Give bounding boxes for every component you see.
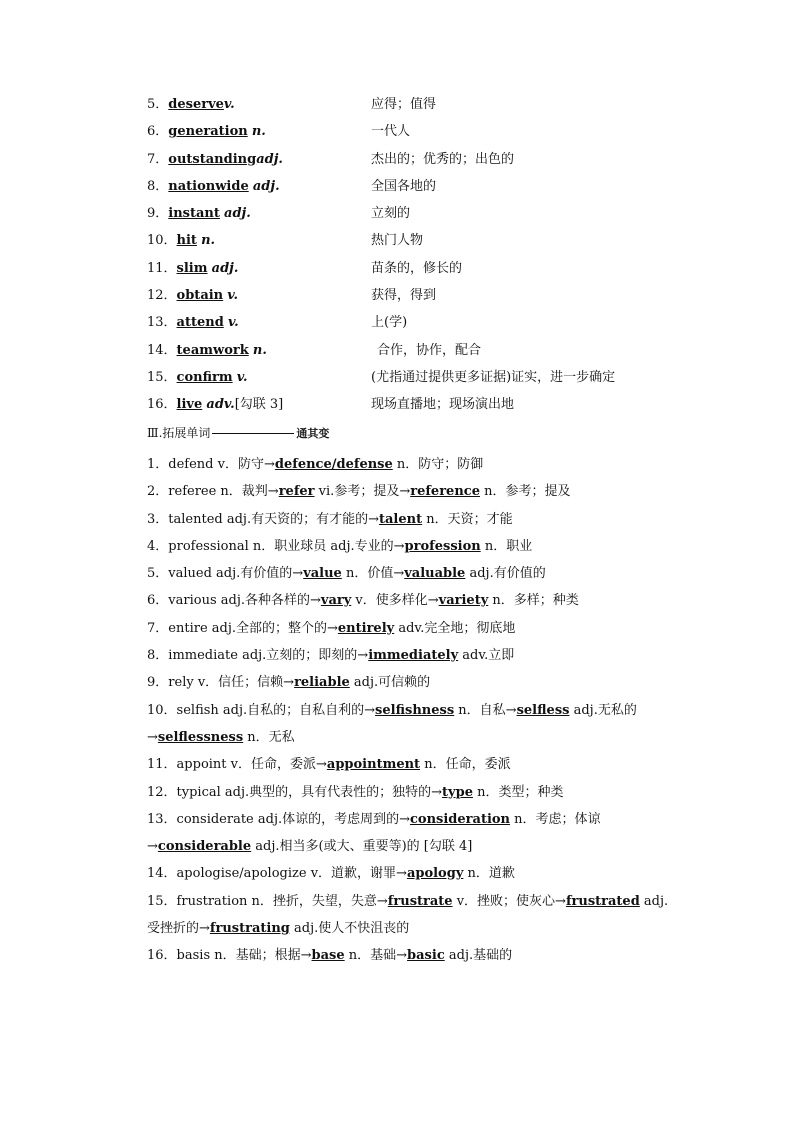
word-text: selfish adj.自私的；自私自利的→ [176, 702, 376, 718]
answer-word: frustrated [565, 893, 640, 909]
part-of-speech: adj. [256, 151, 283, 167]
item-number: 16． [147, 397, 177, 413]
answer-word: deserve [168, 97, 224, 112]
chinese-meaning: 现场直播地；现场演出地 [371, 397, 515, 413]
extended-row [120, 451, 680, 478]
answer-word: selfishness [375, 702, 455, 718]
answer-word: immediately [368, 648, 459, 664]
word-text: vi.参考；提及→ [314, 484, 411, 500]
chinese-meaning: 应得；值得 [371, 97, 437, 112]
answer-word: frustrating [209, 921, 290, 937]
part-of-speech: n. [201, 233, 216, 249]
item-number: 5． [147, 97, 169, 112]
vocab-row [147, 396, 707, 423]
word-text: n．自私→ [454, 702, 517, 718]
item-number: 6． [147, 124, 169, 140]
item-number: 7． [147, 620, 169, 636]
extended-row [120, 860, 680, 887]
item-number: 2． [147, 484, 169, 500]
vocab-row [147, 151, 707, 178]
word-text: n．参考；提及 [479, 484, 571, 500]
item-number: 4． [147, 538, 169, 554]
vocab-row [147, 314, 707, 341]
word-text: typical adj.典型的，具有代表性的；独特的→ [176, 784, 443, 800]
part-of-speech: adj. [252, 178, 280, 194]
word-text: adj.使人不快沮丧的 [289, 921, 410, 937]
word-text: n．任命，委派 [420, 757, 511, 773]
word-text: n．道歉 [463, 866, 515, 882]
header-divider [212, 433, 294, 434]
word-text: adj.有价值的 [465, 566, 546, 582]
item-number: 3． [147, 511, 169, 527]
item-number: 14． [147, 342, 177, 358]
part-of-speech: v. [227, 288, 239, 304]
part-of-speech: n. [252, 342, 267, 358]
answer-word: reliable [294, 675, 350, 691]
word-text: immediate adj.立刻的；即刻的→ [168, 648, 369, 664]
part-of-speech: v. [227, 315, 239, 331]
answer-word: consideration [410, 811, 511, 827]
word-text: n．职业 [480, 538, 533, 554]
answer-word: selflessness [157, 729, 244, 745]
chinese-meaning: 获得，得到 [371, 288, 437, 304]
section-tag: 通其变 [296, 427, 330, 440]
item-number: 13． [147, 811, 177, 827]
item-number: 9． [147, 206, 169, 222]
item-number: 16． [147, 948, 177, 964]
answer-word: outstanding [168, 151, 257, 167]
extended-word-list [120, 451, 680, 970]
part-of-speech: v. [236, 369, 248, 385]
answer-word: obtain [176, 288, 224, 304]
word-text: frustration n．挫折，失望，失意→ [176, 893, 388, 909]
part-of-speech: adv. [206, 397, 235, 413]
answer-word: reference [410, 484, 480, 500]
vocab-row [147, 205, 707, 232]
section-header [147, 424, 329, 441]
word-text: rely v．信任；信赖→ [168, 675, 295, 691]
link-note: [勾联 3] [234, 397, 284, 413]
answer-word: base [311, 948, 345, 964]
answer-word: variety [438, 593, 489, 609]
item-number: 15． [147, 369, 177, 385]
item-number: 8． [147, 178, 169, 194]
extended-row [120, 888, 680, 943]
word-text: adj.可信赖的 [349, 675, 431, 691]
chinese-meaning: 一代人 [371, 124, 411, 140]
word-text: n．考虑；体谅→ [147, 811, 601, 855]
word-text: various adj.各种各样的→ [168, 593, 321, 609]
answer-word: attend [176, 315, 224, 331]
answer-word: considerable [157, 839, 252, 855]
word-text: n．基础→ [344, 948, 408, 964]
extended-row [120, 669, 680, 696]
word-text: defend v．防守→ [168, 457, 275, 472]
word-text: considerate adj.体谅的，考虑周到的→ [176, 811, 411, 827]
answer-word: confirm [176, 369, 233, 385]
word-text: n．无私 [243, 729, 295, 745]
word-text: talented adj.有天资的；有才能的→ [168, 511, 379, 527]
extended-row [120, 806, 680, 861]
word-text: professional n．职业球员 adj.专业的→ [168, 538, 405, 554]
part-of-speech: v. [223, 97, 235, 112]
extended-row [120, 942, 680, 969]
word-text: entire adj.全部的；整个的→ [168, 620, 338, 636]
answer-word: defence/defense [274, 457, 393, 472]
word-text: adj.无私的→ [147, 702, 637, 745]
answer-word: slim [176, 260, 208, 276]
item-number: 14． [147, 866, 177, 882]
word-text: adj.受挫折的→ [147, 893, 669, 937]
part-of-speech: n. [251, 124, 266, 140]
chinese-meaning: (尤指通过提供更多证据)证实，进一步确定 [371, 369, 616, 385]
item-number: 11． [147, 260, 177, 276]
word-text: n．天资；才能 [422, 511, 513, 527]
answer-word: value [303, 566, 342, 582]
word-text: apologise/apologize v．道歉，谢罪→ [176, 866, 407, 882]
chinese-meaning: 苗条的，修长的 [371, 260, 463, 276]
word-text: valued adj.有价值的→ [168, 566, 304, 582]
answer-word: vary [320, 593, 352, 609]
word-text: adv.完全地；彻底地 [394, 620, 516, 636]
answer-word: teamwork [176, 342, 249, 358]
section-title: Ⅲ.拓展单词 [147, 426, 211, 440]
answer-word: entirely [337, 620, 395, 636]
extended-row [120, 587, 680, 614]
vocab-row [147, 96, 707, 123]
vocab-list [147, 96, 707, 424]
part-of-speech: adj. [224, 206, 251, 222]
word-text: v．挫败；使灰心→ [452, 893, 566, 909]
extended-row [120, 533, 680, 560]
chinese-meaning: 上(学) [371, 315, 408, 331]
word-text: basis n．基础；根据→ [176, 948, 312, 964]
item-number: 15． [147, 893, 177, 909]
word-text: referee n．裁判→ [168, 484, 279, 500]
word-text: adj.相当多(或大、重要等)的 [勾联 4] [251, 839, 473, 855]
item-number: 10． [147, 702, 177, 718]
answer-word: apology [406, 866, 464, 882]
vocab-row [147, 260, 707, 287]
extended-row [120, 642, 680, 669]
chinese-meaning: 热门人物 [371, 233, 424, 249]
word-text: n．防守；防御 [392, 457, 484, 472]
item-number: 12． [147, 784, 177, 800]
extended-row [120, 478, 680, 505]
chinese-meaning: 全国各地的 [371, 178, 437, 194]
vocab-row [147, 232, 707, 259]
item-number: 9． [147, 675, 169, 691]
item-number: 12． [147, 288, 177, 304]
answer-word: refer [278, 484, 315, 500]
vocab-row [147, 369, 707, 396]
answer-word: live [176, 397, 203, 413]
item-number: 5． [147, 566, 169, 582]
word-text: v．使多样化→ [351, 593, 439, 609]
answer-word: nationwide [168, 178, 249, 194]
answer-word: appointment [326, 757, 421, 773]
word-text: appoint v．任命，委派→ [176, 757, 327, 773]
answer-word: talent [378, 511, 423, 527]
word-text: adj.基础的 [444, 948, 513, 964]
item-number: 8． [147, 648, 169, 664]
chinese-meaning: 杰出的；优秀的；出色的 [371, 151, 515, 167]
vocab-row [147, 287, 707, 314]
answer-word: basic [407, 948, 445, 964]
item-number: 1． [147, 457, 169, 472]
extended-row [120, 560, 680, 587]
answer-word: selfless [516, 702, 570, 718]
extended-row [120, 779, 680, 806]
item-number: 13． [147, 315, 177, 331]
answer-word: generation [168, 124, 248, 140]
item-number: 7． [147, 151, 169, 167]
vocab-row [147, 178, 707, 205]
chinese-meaning: 立刻的 [371, 206, 411, 222]
item-number: 10． [147, 233, 177, 249]
answer-word: hit [176, 233, 197, 249]
vocab-row [147, 123, 707, 150]
word-text: n．价值→ [341, 566, 405, 582]
word-text: n．多样；种类 [488, 593, 579, 609]
word-text: n．类型；种类 [472, 784, 564, 800]
item-number: 11． [147, 757, 177, 773]
extended-row [120, 615, 680, 642]
part-of-speech: adj. [211, 260, 239, 276]
word-text: adv.立即 [458, 648, 515, 664]
extended-row [120, 697, 680, 752]
answer-word: valuable [404, 566, 466, 582]
vocab-row [147, 342, 707, 369]
answer-word: instant [168, 206, 220, 222]
extended-row [120, 506, 680, 533]
item-number: 6． [147, 593, 169, 609]
answer-word: profession [404, 538, 481, 554]
answer-word: frustrate [387, 893, 453, 909]
chinese-meaning: 合作，协作，配合 [377, 342, 482, 358]
extended-row [120, 751, 680, 778]
answer-word: type [442, 784, 473, 800]
